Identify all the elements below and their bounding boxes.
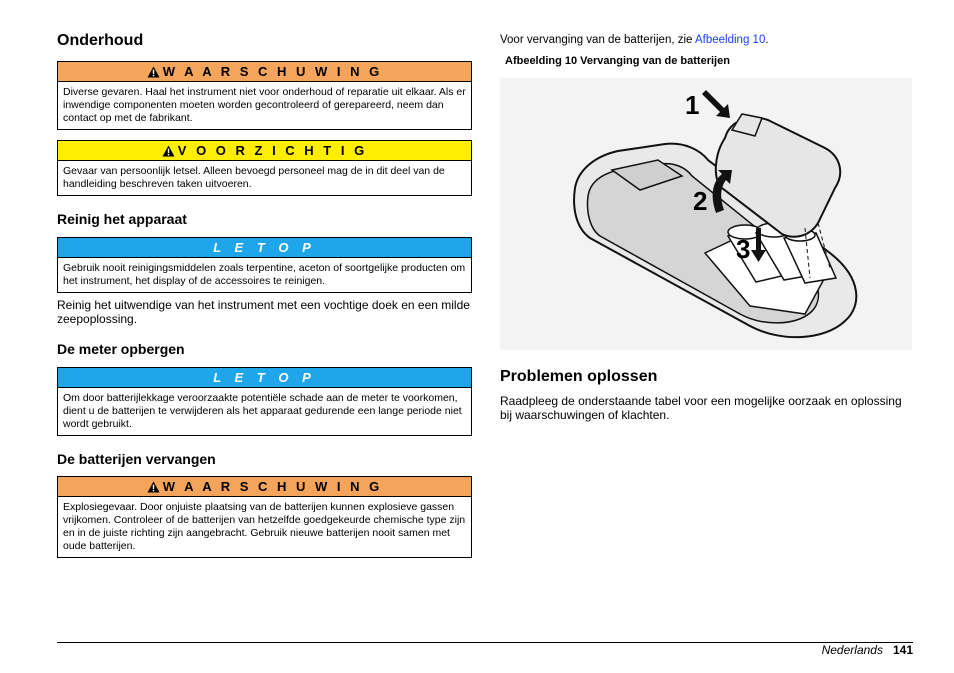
caution-box-text: Gevaar van persoonlijk letsel. Alleen bevoegd personeel mag de in dit deel van de handleiding beschreven taken uitvoeren. xyxy=(63,165,445,190)
notice-box-clean xyxy=(57,237,472,293)
footer-language: Nederlands xyxy=(821,643,883,657)
notice-box-text: Om door batterijlekkage veroorzaakte potentiële schade aan de meter te voorkomen, dient u de batterijen te verwijderen als het apparaat gedurende een lange periode niet wordt gebruikt. xyxy=(63,392,462,430)
notice-box-header: L E T O P xyxy=(58,368,471,388)
warning-box-text: Diverse gevaren. Haal het instrument niet voor onderhoud of reparatie uit elkaar. Als er inwendige componenten moeten worden gecontroleerd of gerepareerd, neem dan contact op met de fabrikant. xyxy=(63,86,466,124)
notice-box-text: Gebruik nooit reinigingsmiddelen zoals terpentine, aceton of soortgelijke producten om het instrument, het display of de accessoires te reinigen. xyxy=(63,262,466,287)
warning-box-title: W A A R S C H U W I N G xyxy=(162,479,383,494)
step-label-3: 3 xyxy=(736,234,751,264)
warning-triangle-icon xyxy=(147,481,160,493)
figure-reference-text: Voor vervanging van de batterijen, zie xyxy=(500,34,695,46)
subheading-batteries: De batterijen vervangen xyxy=(57,451,216,467)
warning-box-header xyxy=(58,62,471,82)
notice-box-store xyxy=(57,367,472,436)
subheading-clean: Reinig het apparaat xyxy=(57,211,187,227)
warning-box-header xyxy=(58,477,471,497)
page-footer xyxy=(822,643,913,657)
warning-box-batteries xyxy=(57,476,472,558)
right-column xyxy=(500,30,912,422)
section-heading-onderhoud: Onderhoud xyxy=(57,32,144,49)
warning-triangle-icon xyxy=(147,66,160,78)
figure-reference-paragraph xyxy=(500,33,912,47)
step-label-1: 1 xyxy=(685,90,700,120)
footer-divider xyxy=(57,642,913,643)
notice-box-header: L E T O P xyxy=(58,238,471,258)
section-heading-problems: Problemen oplossen xyxy=(500,368,658,385)
page-number: 141 xyxy=(892,643,913,657)
figure-link[interactable]: Afbeelding 10 xyxy=(695,34,766,46)
figure-caption: Afbeelding 10 Vervanging van de batterijen xyxy=(505,55,730,67)
warning-box-text: Explosiegevaar. Door onjuiste plaatsing van de batterijen kunnen explosieve gassen vrijkomen. Controleer of de batterijen van hetzelfde goedgekeurde chemische type zijn en in de juiste richting zijn aangebracht. Gebruik nieuwe batterijen nooit samen met oude batterijen. xyxy=(63,501,466,552)
figure-reference-end: . xyxy=(765,34,769,46)
problems-paragraph: Raadpleeg de onderstaande tabel voor een mogelijke oorzaak en oplossing bij waarschuwingen of klachten. xyxy=(500,394,902,422)
step-label-2: 2 xyxy=(693,186,708,216)
clean-paragraph: Reinig het uitwendige van het instrument met een vochtige doek en een milde zeepoplossing. xyxy=(57,298,470,326)
warning-box-maintenance xyxy=(57,61,472,130)
warning-box-title: W A A R S C H U W I N G xyxy=(162,64,383,79)
caution-box-header xyxy=(58,141,471,161)
left-column xyxy=(57,30,472,558)
subheading-store: De meter opbergen xyxy=(57,341,185,357)
battery-replacement-illustration xyxy=(500,78,912,350)
warning-triangle-icon xyxy=(162,145,175,157)
caution-box-title: V O O R Z I C H T I G xyxy=(177,143,368,158)
caution-box xyxy=(57,140,472,196)
